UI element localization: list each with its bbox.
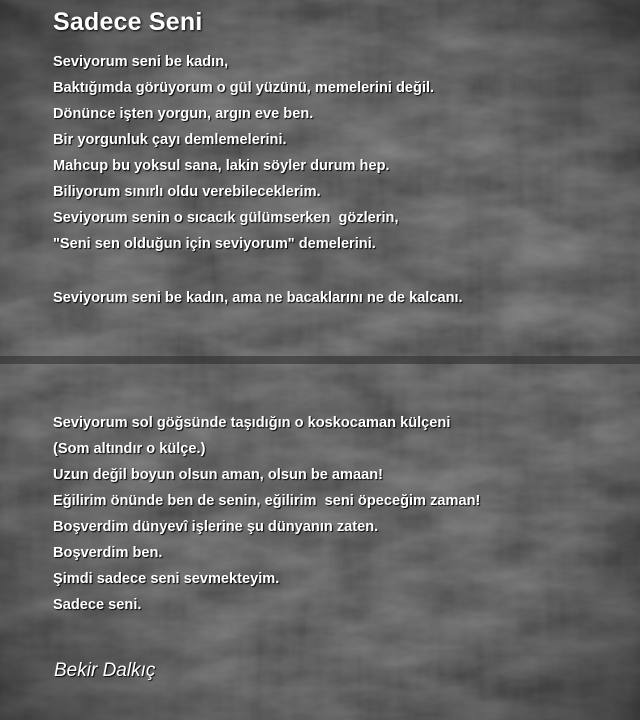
poem-line: Seviyorum seni be kadın, ama ne bacaklarını ne de kalcanı.: [53, 290, 463, 306]
poem-author[interactable]: Bekir Dalkıç: [54, 660, 156, 681]
poem-line: Boşverdim ben.: [53, 545, 163, 561]
poem-line: "Seni sen olduğun için seviyorum" demelerini.: [53, 236, 376, 252]
poem-title: Sadece Seni: [53, 8, 203, 36]
poem-line: Mahcup bu yoksul sana, lakin söyler durum hep.: [53, 158, 390, 174]
poem-line: Sadece seni.: [53, 597, 142, 613]
poem-line: Baktığımda görüyorum o gül yüzünü, memelerini değil.: [53, 80, 435, 96]
poem-line: Boşverdim dünyevî işlerine şu dünyanın zaten.: [53, 519, 379, 535]
poem-line: (Som altındır o külçe.): [53, 441, 206, 457]
poem-line: Eğilirim önünde ben de senin, eğilirim seni öpeceğim zaman!: [53, 493, 481, 509]
poem-line: Seviyorum senin o sıcacık gülümserken gözlerin,: [53, 210, 399, 226]
stanza-2: [53, 285, 463, 311]
poem-line: Dönünce işten yorgun, argın eve ben.: [53, 106, 314, 122]
stanza-1: [53, 49, 434, 257]
poem-line: Uzun değil boyun olsun aman, olsun be amaan!: [53, 467, 384, 483]
poem-line: Seviyorum seni be kadın,: [53, 54, 229, 70]
poem-line: Bir yorgunluk çayı demlemelerini.: [53, 132, 287, 148]
poem-line: Şimdi sadece seni sevmekteyim.: [53, 571, 280, 587]
poem-line: Biliyorum sınırlı oldu verebileceklerim.: [53, 184, 321, 200]
poem-line: Seviyorum sol göğsünde taşıdığın o koskocaman külçeni: [53, 415, 451, 431]
stanza-3: [53, 410, 480, 618]
